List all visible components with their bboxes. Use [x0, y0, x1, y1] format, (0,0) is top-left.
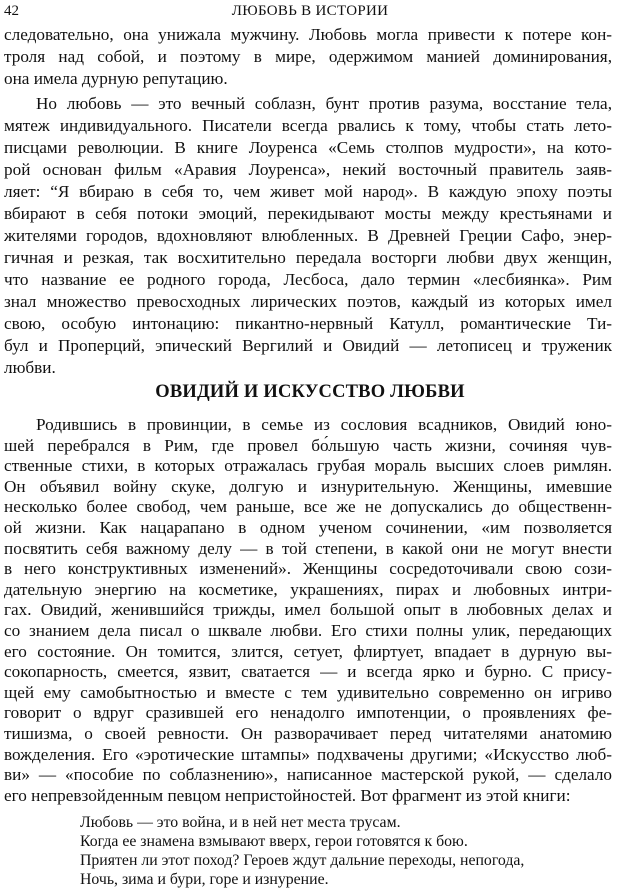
text-line: любви.	[4, 358, 56, 377]
text-line: она имела дурную репутацию.	[4, 69, 228, 88]
text-line: шей перебрался в Рим, где провел бо́льшую часть жизни, сочиняя чув-	[4, 435, 612, 455]
verse-line: Ночь, зима и бури, горе и изнурение.	[80, 870, 329, 888]
verse-line: Любовь — это война, и в ней нет места трусам.	[80, 813, 401, 831]
verse-line: Приятен ли этот поход? Героев ждут дальние переходы, непогода,	[80, 851, 525, 869]
text-line: жителями городов, вдохновляют влюбленных. В Древней Греции Сафо, энер-	[4, 226, 612, 245]
text-line: щей ему самобытностью и вместе с тем удивительно современно он игриво	[4, 682, 612, 702]
text-line: со знанием дела писал о шквале любви. Его стихи полны улик, передающих	[4, 621, 612, 640]
text-line: его состояние. Он томится, злится, сетует, флиртует, впадает в дурную вы-	[4, 641, 612, 661]
text-line: несколько более свобод, чем раньше, все же не допускались до общественн-	[4, 497, 612, 517]
text-line: что название ее родного города, Лесбоса, дало термин «лесбиянка». Рим	[4, 270, 612, 289]
text-line: посвятить себя важному делу — в той степени, в какой они не могут внести	[4, 538, 612, 558]
text-line: троля над собой, и поэтому в мире, одержимом манией доминирования,	[4, 47, 612, 66]
running-header	[4, 2, 616, 20]
text-line: мятеж индивидуального. Писатели всегда рвались к тому, чтобы стать лето-	[4, 116, 612, 135]
text-line: бул и Проперций, эпический Вергилий и Овидий — летописец и труженик	[4, 336, 612, 355]
text-line: Родившись в провинции, в семье из сословия всадников, Овидий юно-	[36, 415, 612, 434]
text-line: ви» — «пособие по соблазнению», написанное мастерской рукой, — сделало	[4, 765, 612, 785]
text-line: тишизма, о своей ревности. Он разворачивает перед читателями анатомию	[4, 724, 612, 743]
text-line: вбирают в себя потоки эмоций, перекидывают мосты между крестьянами и	[4, 204, 612, 223]
text-line: гах. Овидий, женившийся трижды, имел большой опыт в любовных делах и	[4, 600, 612, 620]
text-line: дательную энергию на косметике, украшениях, пирах и любовных интри-	[4, 579, 612, 599]
text-line: знал множество превосходных лирических поэтов, каждый из которых имел	[4, 292, 612, 311]
page-number: 42	[4, 3, 19, 19]
text-line: свою, особую интонацию: пикантно-нервный Катулл, романтические Ти-	[4, 314, 612, 333]
text-line: его непревзойденным певцом непристойностей. Вот фрагмент из этой книги:	[4, 785, 571, 805]
text-line: вожделения. Его «эротические штампы» подхвачены другими; «Искусство люб-	[4, 744, 612, 764]
running-title: ЛЮБОВЬ В ИСТОРИИ	[231, 3, 389, 19]
text-line: следовательно, она унижала мужчину. Любовь могла привести к потере кон-	[4, 25, 612, 44]
text-line: писцами революции. В книге Лоуренса «Семь столпов мудрости», на кото-	[4, 138, 612, 157]
text-line: сокопарность, смеется, язвит, сватается — и всегда ярко и бурно. С прису-	[4, 662, 612, 682]
text-line: в него конструктивных изменений». Женщины сосредоточивали свою сози-	[4, 559, 612, 579]
text-line: Он объявил войну скуке, долгую и изнурительную. Женщины, имевшие	[4, 476, 612, 496]
text-line: Но любовь — это вечный соблазн, бунт против разума, восстание тела,	[36, 94, 612, 113]
text-line: говорит о вдруг сразившей его ненадолго импотенции, о проявлениях фе-	[4, 703, 612, 723]
text-line: ляет: “Я вбираю в себя то, чем живет мой народ». В каждую эпоху поэты	[4, 182, 612, 201]
text-line: ственные стихи, в которых отражалась грубая мораль высших слоев римлян.	[4, 456, 612, 476]
section-heading: ОВИДИЙ И ИСКУССТВО ЛЮБВИ	[155, 382, 465, 402]
verse-line: Когда ее знамена взмывают вверх, герои готовятся к бою.	[80, 832, 468, 850]
text-line: рой основан фильм «Аравия Лоуренса», некий восточный правитель заяв-	[4, 160, 612, 179]
text-line: гичная и резкая, так восхитительно передала восторги любви двух женщин,	[4, 248, 612, 267]
text-line: ой жизни. Как нацарапано в одном ученом сочинении, «им позволяется	[4, 518, 612, 537]
